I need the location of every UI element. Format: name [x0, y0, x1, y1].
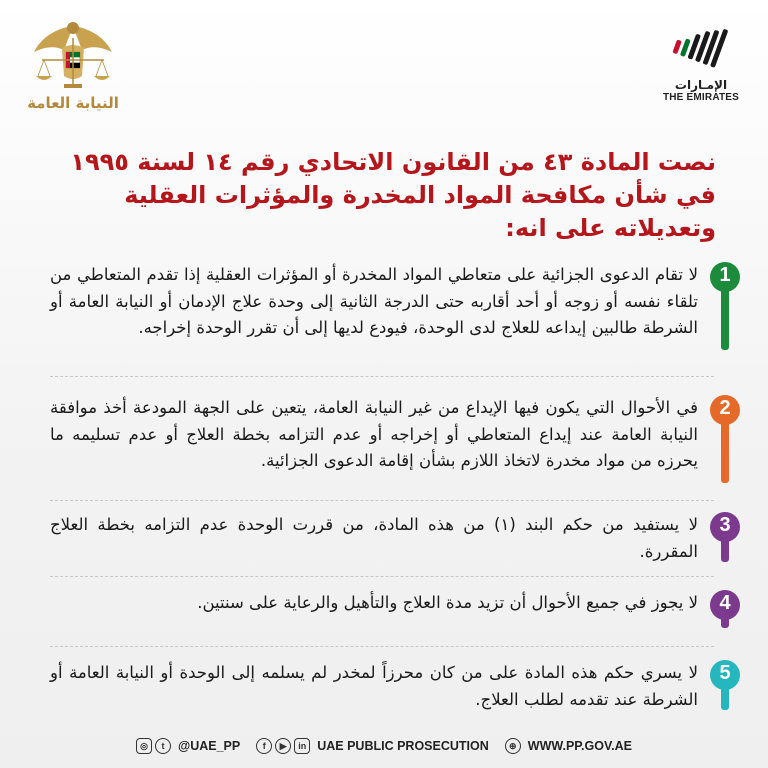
divider: [50, 576, 714, 577]
item-text: في الأحوال التي يكون فيها الإيداع من غير النيابة العامة، يتعين على الجهة المودعة أخذ موافقة النيابة العامة عند إيداع المتعاطي أو إخراجه أو عدم التزامه بخطة العلاج أو عدم تسليمه ما يحرزه من مواد مخدرة لاتخاذ اللازم بشأن إقامة الدعوى الجزائية.: [50, 398, 698, 470]
list-item: [50, 660, 740, 713]
website-link[interactable]: WWW.PP.GOV.AE: [527, 739, 632, 753]
item-number: 2: [719, 397, 731, 419]
instagram-icon[interactable]: ◎: [136, 738, 152, 754]
footer: [0, 734, 768, 758]
item-number: 1: [719, 264, 731, 286]
item-number: 5: [719, 662, 731, 684]
linkedin-icon[interactable]: in: [294, 738, 310, 754]
item-number: 4: [719, 592, 731, 614]
youtube-icon[interactable]: ▶: [275, 738, 291, 754]
public-prosecution-caption: النيابة العامة: [27, 94, 119, 112]
org-name[interactable]: UAE PUBLIC PROSECUTION: [317, 739, 489, 753]
divider: [50, 500, 714, 501]
item-text: لا يجوز في جميع الأحوال أن تزيد مدة العلاج والتأهيل والرعاية على سنتين.: [197, 593, 698, 612]
item-text: لا يستفيد من حكم البند (١) من هذه المادة، من قررت الوحدة عدم التزامه بخطة العلاج المقررة.: [50, 515, 698, 561]
website-group: [505, 738, 632, 754]
twitter-icon[interactable]: t: [155, 738, 171, 754]
divider: [50, 646, 714, 647]
emirates-arabic-text: الإمـارات: [674, 78, 728, 92]
the-emirates-logo: [656, 22, 746, 112]
page-title: نصت المادة ٤٣ من القانون الاتحادي رقم ١٤ لسنة ١٩٩٥ في شأن مكافحة المواد المخدرة والمؤثرات العقلية وتعديلاته على انه:: [70, 148, 716, 242]
list-item: [50, 262, 740, 342]
item-text: لا تقام الدعوى الجزائية على متعاطي المواد المخدرة أو المؤثرات العقلية إذا تقدم المتعاطي من تلقاء نفسه أو زوجه أو أحد أقاربه حتى الدرجة الثانية إلى وحدة علاج الإدمان أو النيابة العامة أو الشرطة طالبين إيداعه للعلاج لدى الوحدة، فيودع لديها إلى أن تقرر الوحدة إخراجه.: [50, 265, 698, 337]
facebook-icon[interactable]: f: [256, 738, 272, 754]
falcon-scales-emblem-icon: [28, 18, 118, 96]
org-name-group: [256, 738, 489, 754]
list-item: [50, 395, 740, 475]
emirates-english-text: THE EMIRATES: [662, 92, 740, 103]
social-handle[interactable]: @UAE_PP: [178, 739, 241, 753]
item-text: لا يسري حكم هذه المادة على من كان محرزاً لمخدر لم يسلمه إلى الوحدة أو النيابة العامة أو الشرطة عند تقدمه لطلب العلاج.: [50, 663, 698, 709]
emirates-stripes-icon: [670, 22, 732, 72]
globe-icon[interactable]: ⊕: [505, 738, 521, 754]
list-item: [50, 590, 740, 617]
list-item: [50, 512, 740, 565]
social-handle-group: [136, 738, 240, 754]
item-number: 3: [719, 514, 731, 536]
public-prosecution-logo: [18, 18, 128, 118]
divider: [50, 376, 714, 377]
